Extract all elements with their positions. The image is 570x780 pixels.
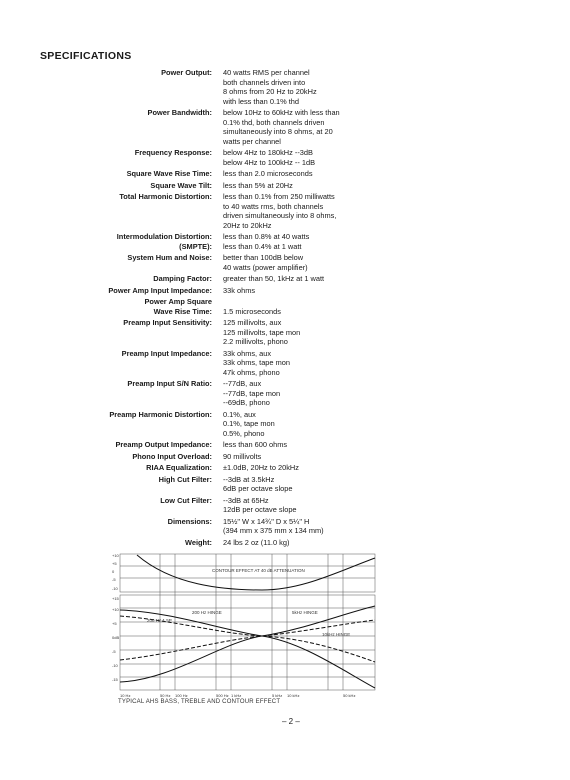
- spec-value-line: 6dB per octave slope: [223, 484, 293, 493]
- spec-value-line: 33k ohms, aux: [223, 348, 272, 358]
- spec-label-line: Preamp Input Sensitivity:: [123, 318, 212, 327]
- y-tick-label-bottom: 0dB: [112, 635, 120, 640]
- y-tick-label-top: 0: [112, 569, 115, 574]
- spec-value-line: greater than 50, 1kHz at 1 watt: [223, 274, 325, 283]
- spec-value-line: --77dB, aux: [223, 379, 262, 388]
- spec-row: [0, 538, 570, 548]
- y-tick-label-top: +5: [112, 561, 117, 566]
- spec-value-line: --77dB, tape mon: [223, 388, 281, 398]
- spec-label-line: RIAA Equalization:: [146, 463, 212, 472]
- tone-panel-frame: [120, 595, 375, 690]
- spec-value-line: less than 0.4% at 1 watt: [223, 241, 302, 251]
- treble-hinge-curve: [120, 620, 375, 660]
- spec-value-line: --69dB, phono: [223, 398, 270, 407]
- spec-label: [0, 440, 223, 450]
- specifications-table: [0, 68, 570, 549]
- spec-label: [0, 349, 223, 359]
- spec-value-line: simultaneously into 8 ohms, at 20: [223, 127, 333, 136]
- spec-value-line: 40 watts (power amplifier): [223, 262, 308, 272]
- spec-value: [223, 181, 373, 191]
- spec-value: [223, 463, 373, 473]
- spec-value-line: 8 ohms from 20 Hz to 20kHz: [223, 87, 317, 96]
- spec-row: [0, 496, 570, 515]
- spec-row: [0, 169, 570, 179]
- y-tick-label-top: -5: [112, 577, 116, 582]
- spec-value-line: 0.1%, tape mon: [223, 419, 275, 428]
- y-tick-label-bottom: +5: [112, 621, 117, 626]
- spec-label-line: Dimensions:: [167, 516, 212, 526]
- spec-value: [223, 192, 373, 230]
- spec-label-line: Power Bandwidth:: [147, 108, 212, 117]
- spec-value: [223, 286, 373, 296]
- spec-value: [223, 253, 373, 272]
- spec-label: [0, 379, 223, 389]
- spec-value: [223, 440, 373, 450]
- spec-value-line: less than 5% at 20Hz: [223, 180, 293, 190]
- spec-value: [223, 379, 373, 408]
- x-tick-label: 10 kHz: [287, 693, 300, 698]
- spec-row: [0, 253, 570, 272]
- spec-label-line: System Hum and Noise:: [127, 253, 212, 262]
- spec-label-line: Preamp Input Impedance:: [121, 348, 212, 358]
- spec-label-line: Intermodulation Distortion:: [116, 232, 212, 241]
- figure-caption: TYPICAL AHS BASS, TREBLE AND CONTOUR EFFECT: [118, 699, 281, 705]
- spec-value-line: less than 2.0 microseconds: [223, 169, 313, 178]
- spec-value-line: --3dB at 65Hz: [223, 495, 269, 505]
- spec-label: [0, 148, 223, 158]
- spec-value-line: 33k ohms: [223, 285, 256, 295]
- y-tick-label-bottom: -10: [112, 663, 118, 668]
- spec-value: [223, 232, 373, 251]
- spec-label-line: Preamp Output Impedance:: [115, 440, 212, 449]
- spec-value-line: 0.1%, aux: [223, 409, 256, 419]
- spec-row: [0, 463, 570, 473]
- spec-row: [0, 181, 570, 191]
- spec-label: [0, 253, 223, 263]
- spec-label: [0, 169, 223, 179]
- x-tick-label: 1 kHz: [231, 693, 242, 698]
- spec-value: [223, 410, 373, 439]
- spec-value: [223, 108, 373, 146]
- spec-label: [0, 192, 223, 202]
- spec-value-line: 12dB per octave slope: [223, 505, 297, 514]
- spec-value-line: less than 0.8% at 40 watts: [223, 232, 310, 241]
- spec-row: [0, 68, 570, 106]
- y-tick-label-bottom: +15: [112, 596, 119, 601]
- spec-value-line: better than 100dB below: [223, 253, 304, 262]
- contour-annotation: CONTOUR EFFECT AT 40 dB ATTENUATION: [212, 568, 305, 573]
- spec-label: [0, 538, 223, 548]
- spec-value: [223, 274, 373, 284]
- spec-value-line: both channels driven into: [223, 77, 306, 87]
- spec-label-line: Phono Input Overload:: [132, 451, 212, 461]
- spec-value: [223, 148, 373, 167]
- spec-label: [0, 274, 223, 284]
- spec-row: [0, 349, 570, 378]
- spec-value: [223, 538, 373, 548]
- x-tick-label: 500 Hz: [216, 693, 229, 698]
- spec-value: [223, 517, 373, 536]
- spec-value-line: 24 lbs 2 oz (11.0 kg): [223, 537, 290, 547]
- x-tick-label: 50 Hz: [160, 693, 171, 698]
- spec-value-line: 125 millivolts, tape mon: [223, 327, 301, 337]
- spec-label-line: Frequency Response:: [134, 148, 212, 157]
- spec-value-line: 15½" W x 14¾" D x 5¼" H: [223, 516, 310, 526]
- y-tick-label-bottom: +10: [112, 607, 119, 612]
- spec-row: [0, 108, 570, 146]
- spec-row: [0, 192, 570, 230]
- spec-label-line: Weight:: [185, 537, 212, 547]
- spec-value: [223, 496, 373, 515]
- y-tick-label-top: -10: [112, 586, 118, 591]
- spec-value-line: below 4Hz to 100kHz -- 1dB: [223, 157, 316, 167]
- spec-label: [0, 286, 223, 296]
- spec-value-line: to 40 watts rms, both channels: [223, 201, 324, 211]
- spec-value: [223, 297, 373, 316]
- spec-label-line: High Cut Filter:: [158, 474, 212, 484]
- spec-label-line: Power Amp Square: [144, 297, 212, 306]
- spec-value-line: 90 millivolts: [223, 451, 262, 461]
- spec-value: [223, 318, 373, 347]
- spec-label-line: Square Wave Rise Time:: [126, 169, 212, 178]
- spec-value-line: 33k ohms, tape mon: [223, 358, 290, 367]
- spec-label: [0, 410, 223, 420]
- spec-row: [0, 379, 570, 408]
- spec-value-line: [223, 297, 373, 307]
- spec-value-line: 2.2 millivolts, phono: [223, 337, 288, 346]
- spec-label-line: Low Cut Filter:: [160, 495, 212, 505]
- spec-label: [0, 318, 223, 328]
- spec-label-line: Power Output:: [161, 68, 212, 77]
- spec-value-line: below 10Hz to 60kHz with less than: [223, 108, 340, 117]
- spec-value-line: 20Hz to 20kHz: [223, 220, 272, 230]
- x-tick-label: 5 kHz: [272, 693, 283, 698]
- spec-value-line: watts per channel: [223, 136, 281, 146]
- spec-value: [223, 452, 373, 462]
- spec-value-line: less than 0.1% from 250 milliwatts: [223, 192, 335, 201]
- spec-value-line: less than 600 ohms: [223, 440, 288, 449]
- x-tick-label: 10 Hz: [120, 693, 131, 698]
- spec-label: [0, 181, 223, 191]
- spec-value-line: 40 watts RMS per channel: [223, 68, 310, 77]
- spec-value-line: 47k ohms, phono: [223, 367, 280, 377]
- spec-label-line: (SMPTE):: [179, 241, 212, 251]
- spec-row: [0, 148, 570, 167]
- x-tick-label: 100 Hz: [175, 693, 188, 698]
- page-number: – 2 –: [282, 717, 300, 726]
- tone-control-graph: [112, 550, 380, 700]
- spec-value-line: with less than 0.1% thd: [223, 96, 300, 106]
- spec-label-line: Total Harmonic Distortion:: [119, 192, 212, 201]
- spec-value-line: 0.5%, phono: [223, 428, 265, 438]
- spec-value: [223, 475, 373, 494]
- spec-value: [223, 169, 373, 179]
- spec-row: [0, 297, 570, 316]
- spec-value-line: 0.1% thd, both channels driven: [223, 117, 325, 127]
- spec-value: [223, 68, 373, 106]
- spec-row: [0, 318, 570, 347]
- spec-label: [0, 68, 223, 78]
- spec-label: [0, 517, 223, 527]
- spec-row: [0, 452, 570, 462]
- spec-row: [0, 286, 570, 296]
- spec-label: [0, 463, 223, 473]
- spec-value-line: below 4Hz to 180kHz --3dB: [223, 148, 313, 157]
- spec-value-line: ±1.0dB, 20Hz to 20kHz: [223, 463, 299, 472]
- y-tick-label-top: +10: [112, 553, 119, 558]
- treble-right-annotation: 10kHz HINGE: [322, 632, 351, 637]
- spec-label: [0, 297, 223, 316]
- spec-row: [0, 410, 570, 439]
- spec-label: [0, 496, 223, 506]
- spec-row: [0, 440, 570, 450]
- spec-value: [223, 349, 373, 378]
- spec-label-line: Preamp Input S/N Ratio:: [127, 379, 212, 388]
- spec-label: [0, 475, 223, 485]
- spec-row: [0, 232, 570, 251]
- spec-row: [0, 475, 570, 494]
- page-title: SPECIFICATIONS: [40, 50, 132, 62]
- spec-label-line: Damping Factor:: [153, 274, 212, 283]
- bass-left-annotation: 200 Hz 1.5P: [147, 618, 172, 623]
- y-tick-label-bottom: -5: [112, 649, 116, 654]
- spec-row: [0, 517, 570, 536]
- bass-hinge-annotation: 200 Hz HINGE: [192, 610, 222, 615]
- spec-value-line: driven simultaneously into 8 ohms,: [223, 211, 337, 220]
- spec-label-line: Power Amp Input Impedance:: [108, 285, 212, 295]
- y-tick-label-bottom: -15: [112, 677, 118, 682]
- spec-row: [0, 274, 570, 284]
- spec-label: [0, 232, 223, 251]
- spec-value-line: 1.5 microseconds: [223, 306, 281, 316]
- x-tick-label: 50 kHz: [343, 693, 356, 698]
- spec-value-line: 125 millivolts, aux: [223, 318, 282, 327]
- treble-hinge-annotation: 5kHz HINGE: [292, 610, 318, 615]
- spec-value-line: --3dB at 3.5kHz: [223, 474, 275, 484]
- spec-value-line: (394 mm x 375 mm x 134 mm): [223, 526, 324, 535]
- spec-label: [0, 108, 223, 118]
- spec-label-line: Wave Rise Time:: [153, 306, 212, 316]
- spec-label: [0, 452, 223, 462]
- spec-label-line: Preamp Harmonic Distortion:: [109, 409, 212, 419]
- spec-label-line: Square Wave Tilt:: [150, 180, 212, 190]
